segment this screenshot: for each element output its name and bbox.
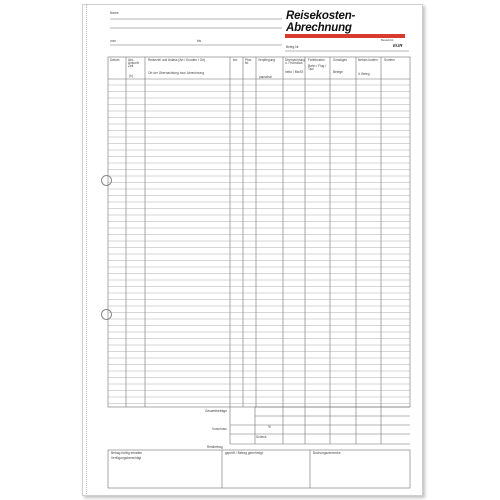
label-pct: % [268,425,271,429]
field-name-label: Name [110,11,119,15]
form-title-line1: Reisekosten- [286,10,356,22]
col-sonstiges: Sonstiges [333,58,347,62]
label-verfuegung: Verfügungsberechtigt [111,456,142,460]
col-nebenkosten-sub: lt. Beleg [358,72,370,76]
col-reiseziel-note: Ort der Übernachtung bzw. Abrechnung [148,71,204,75]
col-zeit: Abr.-Ankunft Zeit [128,58,139,69]
col-summe: Summe [384,58,395,62]
col-reiseziel: Reiseziel und Anlass (Art / Kunden / Ort) [148,58,206,62]
col-pkw: Pkw-Nr. [245,58,253,66]
col-datum: Datum [110,58,120,62]
brand-small-label: Bestell-Nr. [381,38,394,42]
col-uebernachtung: Übernachtung u. Frühstück [285,58,306,66]
label-betrag-erhalten: Betrag richtig erhalten [111,451,143,455]
label-scheck: Scheck [256,435,267,439]
col-uebernachtung-sub: netto / MwSt [285,70,303,74]
col-zeit-unit: (h) [129,74,133,78]
label-geprueft: geprüft / Betrag genehmigt [225,451,263,455]
label-buchungsvermerke: Buchungsvermerke [313,451,341,455]
field-beleg-label: Beleg-Nr. [286,45,300,49]
col-km: km [233,58,238,62]
col-verpflegung-sub: pauschal [259,75,272,79]
col-fahrtkosten: Fahrtkosten [308,58,325,62]
field-bis-label: bis [197,39,202,43]
label-vorschuss: Vorschuss [212,427,227,431]
brand-label: EUR [393,43,403,48]
col-fahrtkosten-sub: Bahn / Flug / Taxi [308,64,327,72]
label-gesamtbetraege: Gesamtbeträge [205,409,227,413]
field-von-label: vom [110,39,117,43]
label-restbetrag: Restbetrag [207,445,223,449]
col-verpflegung: Verpflegung [258,58,276,62]
form-title-line2: Abrechnung [286,22,352,34]
col-nebenkosten: Neben-kosten [358,58,378,62]
col-sonstiges-sub: Belege [333,70,343,74]
